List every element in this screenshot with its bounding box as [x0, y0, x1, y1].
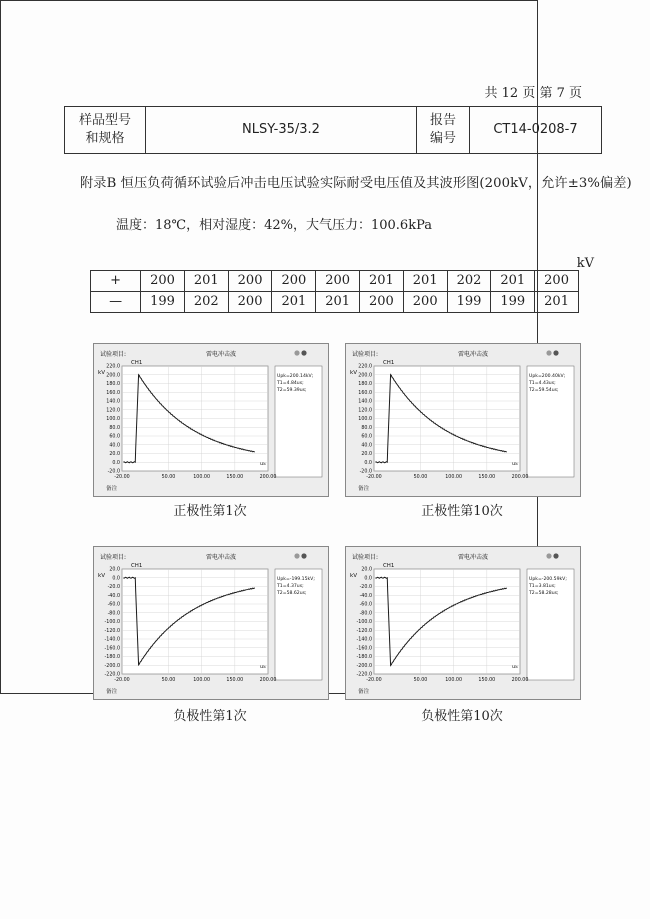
y-tick-label: 200.0 [358, 373, 372, 379]
x-tick-label: 150.00 [478, 678, 496, 683]
y-tick-label: 140.0 [106, 399, 120, 405]
readout-line: Upk=200.14kV; [277, 374, 314, 379]
report-label: 报告 编号 [417, 107, 470, 154]
x-tick-label: 50.00 [413, 475, 428, 480]
appendix-title: 附录B 恒压负荷循环试验后冲击电压试验实际耐受电压值及其波形图(200kV，允许±3%偏差) [80, 176, 632, 191]
unit-label: kV [576, 256, 594, 271]
x-tick-label: 150.00 [226, 475, 244, 480]
caption-negative-10: 负极性第10次 [421, 709, 503, 724]
y-tick-label: 0.0 [364, 460, 372, 466]
y-tick-label: 60.0 [361, 434, 372, 440]
value-cell: 200 [403, 292, 447, 313]
y-tick-label: -180.0 [104, 655, 120, 661]
y-tick-label: -100.0 [356, 620, 372, 626]
scope-panel-positive-10 [345, 343, 581, 497]
channel-label: CH1 [131, 563, 143, 569]
x-tick-label: 100.00 [445, 678, 463, 683]
model-label: 样品型号 和规格 [65, 107, 146, 154]
y-unit-label: kV [350, 370, 358, 376]
value-cell: 200 [228, 271, 272, 292]
readout-line: T2=58.62us; [277, 591, 307, 596]
value-cell: 199 [447, 292, 491, 313]
status-dot-icon [553, 553, 558, 558]
channel-label: CH1 [131, 360, 143, 366]
y-tick-label: 100.0 [358, 417, 372, 423]
y-tick-label: 80.0 [361, 425, 372, 431]
scope-svg [94, 547, 328, 699]
y-tick-label: 20.0 [361, 567, 372, 573]
y-tick-label: 0.0 [112, 576, 120, 582]
y-tick-label: -100.0 [104, 620, 120, 626]
status-dot-icon [294, 350, 299, 355]
status-dot-icon [546, 553, 551, 558]
x-tick-label: 50.00 [413, 678, 428, 683]
readout-line: T2=58.28us; [529, 591, 559, 596]
y-tick-label: 180.0 [358, 382, 372, 388]
value-cell: 201 [316, 292, 360, 313]
y-unit-label: kV [98, 370, 106, 376]
y-tick-label: -200.0 [104, 663, 120, 669]
value-cell: 200 [360, 292, 404, 313]
readout-line: Upk=-200.59kV; [529, 577, 567, 582]
y-tick-label: -80.0 [107, 611, 120, 617]
y-tick-label: 160.0 [358, 390, 372, 396]
negative-row [91, 292, 579, 313]
y-tick-label: 220.0 [106, 364, 120, 370]
y-tick-label: 100.0 [106, 417, 120, 423]
footer-label: 备注 [106, 486, 118, 492]
x-tick-label: 200.00 [511, 475, 529, 480]
value-cell: 201 [403, 271, 447, 292]
x-tick-label: 200.00 [259, 678, 277, 683]
value-cell: 200 [535, 271, 579, 292]
x-unit-label: us [260, 664, 266, 670]
y-tick-label: -60.0 [107, 602, 120, 608]
caption-negative-1: 负极性第1次 [173, 709, 247, 724]
value-cell: 200 [316, 271, 360, 292]
readout-line: T2=59.39us; [277, 388, 307, 393]
x-tick-label: 50.00 [161, 678, 176, 683]
scope-header-title: 雷电冲击波 [458, 554, 489, 561]
status-dot-icon [301, 553, 306, 558]
x-unit-label: us [512, 461, 518, 467]
y-tick-label: -180.0 [356, 655, 372, 661]
y-tick-label: -20.0 [107, 585, 120, 591]
negative-sign: — [91, 292, 141, 313]
scope-header-label: 试验项目: [352, 554, 379, 561]
channel-label: CH1 [383, 563, 395, 569]
value-cell: 199 [491, 292, 535, 313]
y-tick-label: 0.0 [364, 576, 372, 582]
footer-label: 备注 [106, 689, 118, 695]
y-tick-label: 20.0 [109, 452, 120, 458]
x-tick-label: 200.00 [259, 475, 277, 480]
value-cell: 200 [272, 271, 316, 292]
value-cell: 202 [447, 271, 491, 292]
y-tick-label: -20.0 [359, 469, 372, 475]
y-tick-label: -200.0 [356, 663, 372, 669]
y-tick-label: -160.0 [104, 646, 120, 652]
scope-svg [94, 344, 328, 496]
x-tick-label: -20.00 [114, 678, 130, 683]
scope-panel-positive-1 [93, 343, 329, 497]
x-tick-label: 150.00 [226, 678, 244, 683]
x-tick-label: 100.00 [445, 475, 463, 480]
y-tick-label: 60.0 [109, 434, 120, 440]
x-tick-label: 100.00 [193, 678, 211, 683]
channel-label: CH1 [383, 360, 395, 366]
voltage-table [90, 270, 579, 313]
y-tick-label: -80.0 [359, 611, 372, 617]
readout-line: Upk=200.40kV; [529, 374, 566, 379]
value-cell: 200 [141, 271, 185, 292]
readout-line: T1=3.81us; [529, 584, 556, 589]
x-tick-label: -20.00 [114, 475, 130, 480]
readout-line: T1=4.84us; [277, 381, 304, 386]
y-unit-label: kV [98, 573, 106, 579]
status-dot-icon [301, 350, 306, 355]
scope-header-title: 雷电冲击波 [206, 554, 237, 561]
y-tick-label: -20.0 [359, 585, 372, 591]
page-number: 共 12 页 第 7 页 [484, 86, 582, 101]
positive-row [91, 271, 579, 292]
y-tick-label: 200.0 [106, 373, 120, 379]
status-dot-icon [546, 350, 551, 355]
value-cell: 200 [228, 292, 272, 313]
value-cell: 201 [184, 271, 228, 292]
y-tick-label: 20.0 [361, 452, 372, 458]
report-value: CT14-0208-7 [470, 107, 602, 154]
value-cell: 202 [184, 292, 228, 313]
y-tick-label: -140.0 [356, 637, 372, 643]
scope-panel-negative-1 [93, 546, 329, 700]
y-tick-label: 40.0 [109, 443, 120, 449]
x-tick-label: 100.00 [193, 475, 211, 480]
y-tick-label: -160.0 [356, 646, 372, 652]
y-tick-label: 160.0 [106, 390, 120, 396]
value-cell: 201 [491, 271, 535, 292]
value-cell: 201 [360, 271, 404, 292]
y-tick-label: 120.0 [106, 408, 120, 414]
test-conditions: 温度：18℃，相对湿度：42%，大气压力：100.6kPa [116, 218, 432, 233]
scope-svg [346, 344, 580, 496]
y-tick-label: -40.0 [359, 593, 372, 599]
readout-line: Upk=-199.15kV; [277, 577, 315, 582]
y-tick-label: 80.0 [109, 425, 120, 431]
y-tick-label: -60.0 [359, 602, 372, 608]
x-tick-label: 50.00 [161, 475, 176, 480]
model-value: NLSY-35/3.2 [146, 107, 417, 154]
positive-sign: + [91, 271, 141, 292]
scope-header-title: 雷电冲击波 [458, 351, 489, 358]
value-cell: 199 [141, 292, 185, 313]
x-unit-label: us [512, 664, 518, 670]
y-tick-label: -220.0 [356, 672, 372, 678]
x-tick-label: 200.00 [511, 678, 529, 683]
readout-line: T2=59.54us; [529, 388, 559, 393]
y-tick-label: -20.0 [107, 469, 120, 475]
y-tick-label: -140.0 [104, 637, 120, 643]
y-tick-label: 120.0 [358, 408, 372, 414]
value-cell: 201 [272, 292, 316, 313]
y-tick-label: 0.0 [112, 460, 120, 466]
y-tick-label: 140.0 [358, 399, 372, 405]
status-dot-icon [553, 350, 558, 355]
scope-panel-negative-10 [345, 546, 581, 700]
x-tick-label: -20.00 [366, 475, 382, 480]
x-tick-label: -20.00 [366, 678, 382, 683]
footer-label: 备注 [358, 486, 370, 492]
caption-positive-1: 正极性第1次 [173, 504, 247, 519]
y-tick-label: 220.0 [358, 364, 372, 370]
y-tick-label: 20.0 [109, 567, 120, 573]
header-table [64, 106, 602, 154]
x-tick-label: 150.00 [478, 475, 496, 480]
y-tick-label: -220.0 [104, 672, 120, 678]
x-unit-label: us [260, 461, 266, 467]
value-cell: 201 [535, 292, 579, 313]
readout-line: T1=4.37us; [277, 584, 304, 589]
scope-header-label: 试验项目: [100, 554, 127, 561]
scope-header-title: 雷电冲击波 [206, 351, 237, 358]
scope-header-label: 试验项目: [100, 351, 127, 358]
caption-positive-10: 正极性第10次 [421, 504, 503, 519]
y-tick-label: -120.0 [104, 628, 120, 634]
footer-label: 备注 [358, 689, 370, 695]
scope-header-label: 试验项目: [352, 351, 379, 358]
readout-line: T1=4.43us; [529, 381, 556, 386]
y-tick-label: -120.0 [356, 628, 372, 634]
status-dot-icon [294, 553, 299, 558]
scope-svg [346, 547, 580, 699]
y-unit-label: kV [350, 573, 358, 579]
y-tick-label: 180.0 [106, 382, 120, 388]
y-tick-label: 40.0 [361, 443, 372, 449]
y-tick-label: -40.0 [107, 593, 120, 599]
